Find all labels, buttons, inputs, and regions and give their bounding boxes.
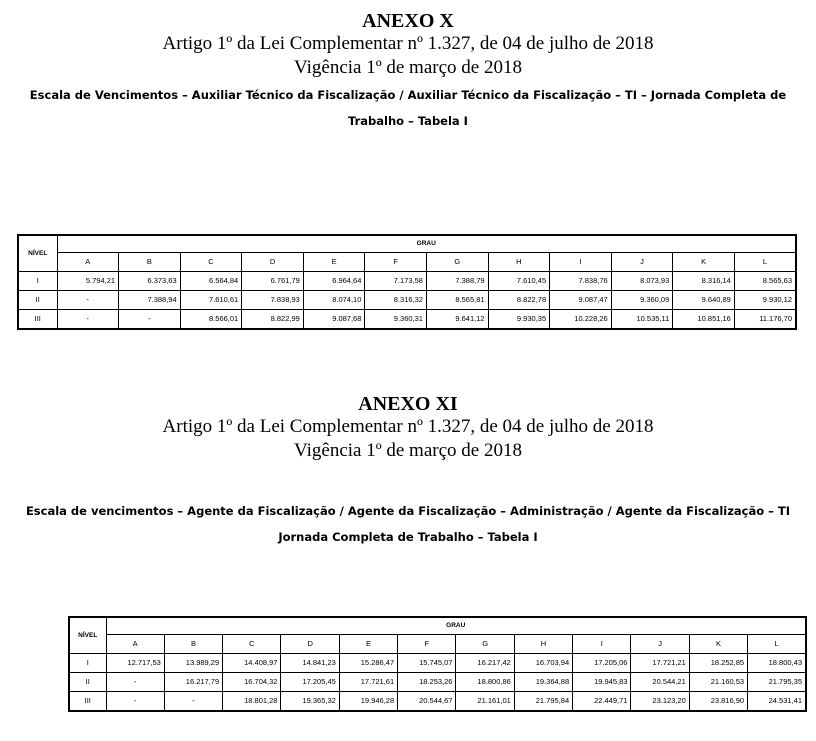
grau-column-header: L bbox=[734, 253, 796, 272]
grau-column-header: K bbox=[673, 253, 735, 272]
salary-cell: 7.838,76 bbox=[550, 272, 612, 291]
grau-column-header: K bbox=[689, 635, 747, 654]
annex-xi-title: ANEXO XI bbox=[358, 393, 458, 415]
annex-x-vigencia: Vigência 1º de março de 2018 bbox=[294, 57, 522, 78]
salary-cell: 14.841,23 bbox=[281, 654, 339, 673]
annex-xi-subtitle-2: Jornada Completa de Trabalho – Tabela I bbox=[278, 530, 538, 544]
salary-cell: 9.641,12 bbox=[426, 310, 488, 330]
salary-cell: 21.795,35 bbox=[748, 673, 806, 692]
salary-cell: 6.373,63 bbox=[119, 272, 181, 291]
salary-cell: 19.364,88 bbox=[514, 673, 572, 692]
table-row bbox=[18, 272, 796, 291]
annex-x-salary-table bbox=[17, 234, 797, 330]
salary-cell: 24.531,41 bbox=[748, 692, 806, 712]
salary-cell: 15.745,07 bbox=[398, 654, 456, 673]
salary-cell: 9.360,09 bbox=[611, 291, 673, 310]
salary-cell: 16.217,79 bbox=[164, 673, 222, 692]
salary-cell: 18.252,85 bbox=[689, 654, 747, 673]
salary-cell: 8.316,14 bbox=[673, 272, 735, 291]
grau-column-header: C bbox=[223, 635, 281, 654]
grau-column-header: G bbox=[426, 253, 488, 272]
nivel-header: NÍVEL bbox=[69, 617, 106, 654]
grau-column-header: A bbox=[106, 635, 164, 654]
salary-cell: 18.800,86 bbox=[456, 673, 514, 692]
nivel-header: NÍVEL bbox=[18, 235, 57, 272]
salary-cell: 8.565,63 bbox=[734, 272, 796, 291]
salary-cell: 19.945,83 bbox=[573, 673, 631, 692]
salary-cell: 18.800,43 bbox=[748, 654, 806, 673]
salary-cell: 6.564,84 bbox=[180, 272, 242, 291]
salary-cell: 18.253,26 bbox=[398, 673, 456, 692]
salary-cell: 8.566,01 bbox=[180, 310, 242, 330]
salary-cell: - bbox=[57, 310, 119, 330]
salary-cell: 17.205,45 bbox=[281, 673, 339, 692]
annex-xi-subtitle-1: Escala de vencimentos – Agente da Fiscalização / Agente da Fiscalização – Administração / Agente da Fiscalização – TI bbox=[25, 504, 791, 518]
grau-column-header: E bbox=[303, 253, 365, 272]
grau-column-header: F bbox=[365, 253, 427, 272]
salary-cell: 18.801,28 bbox=[223, 692, 281, 712]
nivel-cell: I bbox=[69, 654, 106, 673]
salary-cell: 11.176,70 bbox=[734, 310, 796, 330]
grau-column-header: D bbox=[281, 635, 339, 654]
salary-cell: 19.946,28 bbox=[339, 692, 397, 712]
grau-column-header: H bbox=[488, 253, 550, 272]
salary-cell: 20.544,21 bbox=[631, 673, 689, 692]
salary-cell: 7.173,58 bbox=[365, 272, 427, 291]
salary-cell: 22.449,71 bbox=[573, 692, 631, 712]
salary-cell: 7.610,61 bbox=[180, 291, 242, 310]
grau-column-header: J bbox=[611, 253, 673, 272]
salary-cell: 23.123,20 bbox=[631, 692, 689, 712]
salary-cell: 10.535,11 bbox=[611, 310, 673, 330]
salary-cell: 8.565,81 bbox=[426, 291, 488, 310]
grau-column-header: A bbox=[57, 253, 119, 272]
table-header-row bbox=[18, 235, 796, 253]
grau-column-header: G bbox=[456, 635, 514, 654]
table-column-row bbox=[18, 253, 796, 272]
annex-x-header bbox=[0, 10, 816, 134]
salary-cell: 8.822,99 bbox=[242, 310, 304, 330]
salary-cell: - bbox=[106, 673, 164, 692]
nivel-cell: III bbox=[69, 692, 106, 712]
salary-cell: 5.794,21 bbox=[57, 272, 119, 291]
grau-column-header: I bbox=[550, 253, 612, 272]
grau-column-header: E bbox=[339, 635, 397, 654]
salary-cell: 16.703,94 bbox=[514, 654, 572, 673]
salary-cell: 19.365,32 bbox=[281, 692, 339, 712]
salary-cell: 9.360,31 bbox=[365, 310, 427, 330]
salary-cell: 9.930,35 bbox=[488, 310, 550, 330]
table-row bbox=[69, 692, 806, 712]
annex-xi-vigencia: Vigência 1º de março de 2018 bbox=[294, 440, 522, 461]
salary-cell: 20.544,67 bbox=[398, 692, 456, 712]
salary-cell: 7.388,79 bbox=[426, 272, 488, 291]
grau-column-header: F bbox=[398, 635, 456, 654]
salary-cell: - bbox=[57, 291, 119, 310]
table-column-row bbox=[69, 635, 806, 654]
salary-cell: 12.717,53 bbox=[106, 654, 164, 673]
salary-cell: 7.610,45 bbox=[488, 272, 550, 291]
annex-x-subtitle-1: Escala de Vencimentos – Auxiliar Técnico da Fiscalização / Auxiliar Técnico da Fiscalização – TI – Jornada Completa de bbox=[29, 88, 787, 102]
annex-xi-salary-table bbox=[68, 616, 807, 712]
salary-cell: 21.160,53 bbox=[689, 673, 747, 692]
grau-column-header: J bbox=[631, 635, 689, 654]
salary-cell: - bbox=[164, 692, 222, 712]
salary-cell: 8.074,10 bbox=[303, 291, 365, 310]
salary-cell: 7.388,94 bbox=[119, 291, 181, 310]
grau-column-header: B bbox=[119, 253, 181, 272]
salary-cell: 8.822,78 bbox=[488, 291, 550, 310]
grau-column-header: C bbox=[180, 253, 242, 272]
grau-column-header: B bbox=[164, 635, 222, 654]
salary-cell: 13.989,29 bbox=[164, 654, 222, 673]
grau-column-header: H bbox=[514, 635, 572, 654]
salary-cell: 9.087,68 bbox=[303, 310, 365, 330]
nivel-cell: I bbox=[18, 272, 57, 291]
table-row bbox=[69, 673, 806, 692]
annex-xi-subtitle bbox=[0, 498, 816, 550]
table-row bbox=[69, 654, 806, 673]
salary-cell: 21.795,84 bbox=[514, 692, 572, 712]
table-header-row bbox=[69, 617, 806, 635]
salary-cell: 6.964,64 bbox=[303, 272, 365, 291]
salary-cell: 10.851,16 bbox=[673, 310, 735, 330]
table-row bbox=[18, 310, 796, 330]
salary-cell: 10.228,26 bbox=[550, 310, 612, 330]
salary-cell: 17.721,61 bbox=[339, 673, 397, 692]
grau-column-header: D bbox=[242, 253, 304, 272]
table-row bbox=[18, 291, 796, 310]
salary-cell: 16.217,42 bbox=[456, 654, 514, 673]
grau-header: GRAU bbox=[106, 617, 806, 635]
nivel-cell: II bbox=[18, 291, 57, 310]
salary-cell: 9.930,12 bbox=[734, 291, 796, 310]
salary-cell: 17.721,21 bbox=[631, 654, 689, 673]
grau-header: GRAU bbox=[57, 235, 796, 253]
salary-cell: - bbox=[106, 692, 164, 712]
nivel-cell: II bbox=[69, 673, 106, 692]
salary-cell: 6.761,79 bbox=[242, 272, 304, 291]
grau-column-header: L bbox=[748, 635, 806, 654]
salary-cell: 9.087,47 bbox=[550, 291, 612, 310]
salary-cell: 16.704,32 bbox=[223, 673, 281, 692]
annex-x-law-line: Artigo 1º da Lei Complementar nº 1.327, de 04 de julho de 2018 bbox=[162, 33, 654, 54]
salary-cell: 8.073,93 bbox=[611, 272, 673, 291]
annex-xi-law-line: Artigo 1º da Lei Complementar nº 1.327, de 04 de julho de 2018 bbox=[162, 416, 654, 437]
salary-cell: 14.408,97 bbox=[223, 654, 281, 673]
annex-x-subtitle-2: Trabalho – Tabela I bbox=[348, 114, 468, 128]
nivel-cell: III bbox=[18, 310, 57, 330]
annex-xi-header bbox=[0, 393, 816, 463]
grau-column-header: I bbox=[573, 635, 631, 654]
salary-cell: 23.816,90 bbox=[689, 692, 747, 712]
salary-cell: 17.205,06 bbox=[573, 654, 631, 673]
salary-cell: - bbox=[119, 310, 181, 330]
salary-cell: 7.838,93 bbox=[242, 291, 304, 310]
annex-x-title: ANEXO X bbox=[362, 10, 454, 32]
salary-cell: 21.161,01 bbox=[456, 692, 514, 712]
salary-cell: 9.640,89 bbox=[673, 291, 735, 310]
salary-cell: 8.316,32 bbox=[365, 291, 427, 310]
salary-cell: 15.286,47 bbox=[339, 654, 397, 673]
